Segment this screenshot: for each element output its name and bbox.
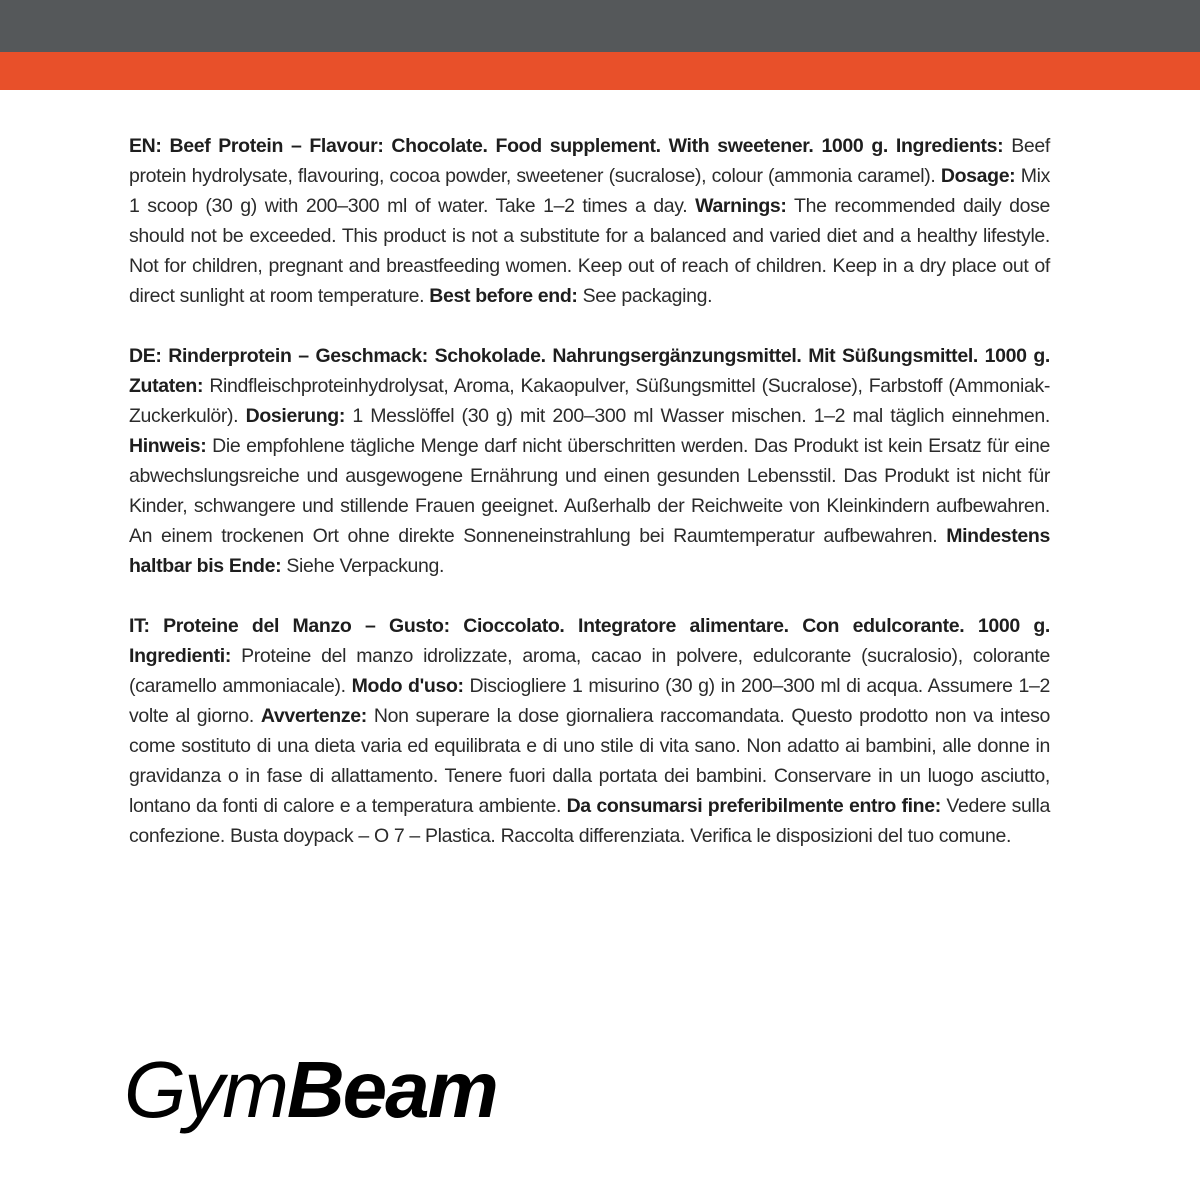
logo-gym: Gym (124, 1045, 287, 1134)
it-best-before-label: Da consumarsi preferibilmente entro fine: (566, 795, 941, 817)
it-warnings-text: Non superare la dose giornaliera raccomandata. Questo prodotto non va inteso come sostituto di una dieta varia ed equilibrata e di uno stile di vita sano. Non adatto ai bambini, alle donne in gravidanza o in fase di allattamento. Tenere fuori dalla portata dei bambini. Conservare in un luogo asciutto, lontano da fonti di calore e a temperatura ambiente. (129, 705, 1050, 817)
en-ingredients-text: Beef protein hydrolysate, flavouring, cocoa powder, sweetener (sucralose), colour (ammonia caramel). (129, 135, 1050, 187)
de-dosage-text: 1 Messlöffel (30 g) mit 200–300 ml Wasser mischen. 1–2 mal täglich einnehmen. (345, 405, 1050, 427)
it-ingredients-text: Proteine del manzo idrolizzate, aroma, cacao in polvere, edulcorante (sucralosio), colorante (caramello ammoniacale). (129, 645, 1050, 697)
header-band-orange (0, 52, 1200, 90)
de-heading: DE: Rinderprotein – Geschmack: Schokolade. Nahrungsergänzungsmittel. Mit Süßungsmittel. 1000 g. Zutaten: (129, 345, 1050, 397)
en-dosage-text: Mix 1 scoop (30 g) with 200–300 ml of water. Take 1–2 times a day. (129, 165, 1051, 217)
en-warnings-label: Warnings: (695, 195, 787, 217)
de-warnings-text: Die empfohlene tägliche Menge darf nicht überschritten werden. Das Produkt ist kein Ersatz für eine abwechslungsreiche und ausgewogene Ernährung und einen gesunden Lebensstil. Das Produkt ist nicht für Kinder, schwangere und stillende Frauen geeignet. Außerhalb der Reichweite von Kleinkindern aufbewahren. An einem trockenen Ort ohne direkte Sonneneinstrahlung bei Raumtemperatur aufbewahren. (129, 435, 1050, 547)
it-heading: IT: Proteine del Manzo – Gusto: Cioccolato. Integratore alimentare. Con edulcorante. 1000 g. Ingredienti: (129, 615, 1050, 667)
paragraph-italian (129, 611, 1050, 851)
de-ingredients-text: Rindfleischproteinhydrolysat, Aroma, Kakaopulver, Süßungsmittel (Sucralose), Farbstoff (Ammoniak-Zuckerkulör). (129, 375, 1050, 427)
de-warnings-label: Hinweis: (129, 435, 207, 457)
en-warnings-text: The recommended daily dose should not be exceeded. This product is not a substitute for a balanced and varied diet and a healthy lifestyle. Not for children, pregnant and breastfeeding women. Keep out of reach of children. Keep in a dry place out of direct sunlight at room temperature. (129, 195, 1051, 307)
it-best-before-text: Vedere sulla confezione. Busta doypack – O 7 – Plastica. Raccolta differenziata. Verifica le disposizioni del tuo comune. (129, 795, 1050, 847)
gymbeam-logo (124, 1040, 497, 1140)
it-dosage-label: Modo d'uso: (351, 675, 464, 697)
de-best-before-label: Mindestens haltbar bis Ende: (129, 525, 1050, 577)
label-text-block (129, 131, 1050, 881)
it-dosage-text: Disciogliere 1 misurino (30 g) in 200–300 ml di acqua. Assumere 1–2 volte al giorno. (129, 675, 1050, 727)
en-heading: EN: Beef Protein – Flavour: Chocolate. Food supplement. With sweetener. 1000 g. Ingredients: (129, 135, 1004, 157)
logo-beam: Beam (286, 1045, 497, 1134)
paragraph-german (129, 341, 1050, 581)
header-band-gray (0, 0, 1200, 52)
paragraph-english (129, 131, 1050, 311)
de-dosage-label: Dosierung: (245, 405, 346, 427)
en-best-before-label: Best before end: (429, 285, 578, 307)
en-best-before-text: See packaging. (577, 285, 713, 307)
en-dosage-label: Dosage: (940, 165, 1016, 187)
de-best-before-text: Siehe Verpackung. (281, 555, 445, 577)
it-warnings-label: Avvertenze: (260, 705, 367, 727)
